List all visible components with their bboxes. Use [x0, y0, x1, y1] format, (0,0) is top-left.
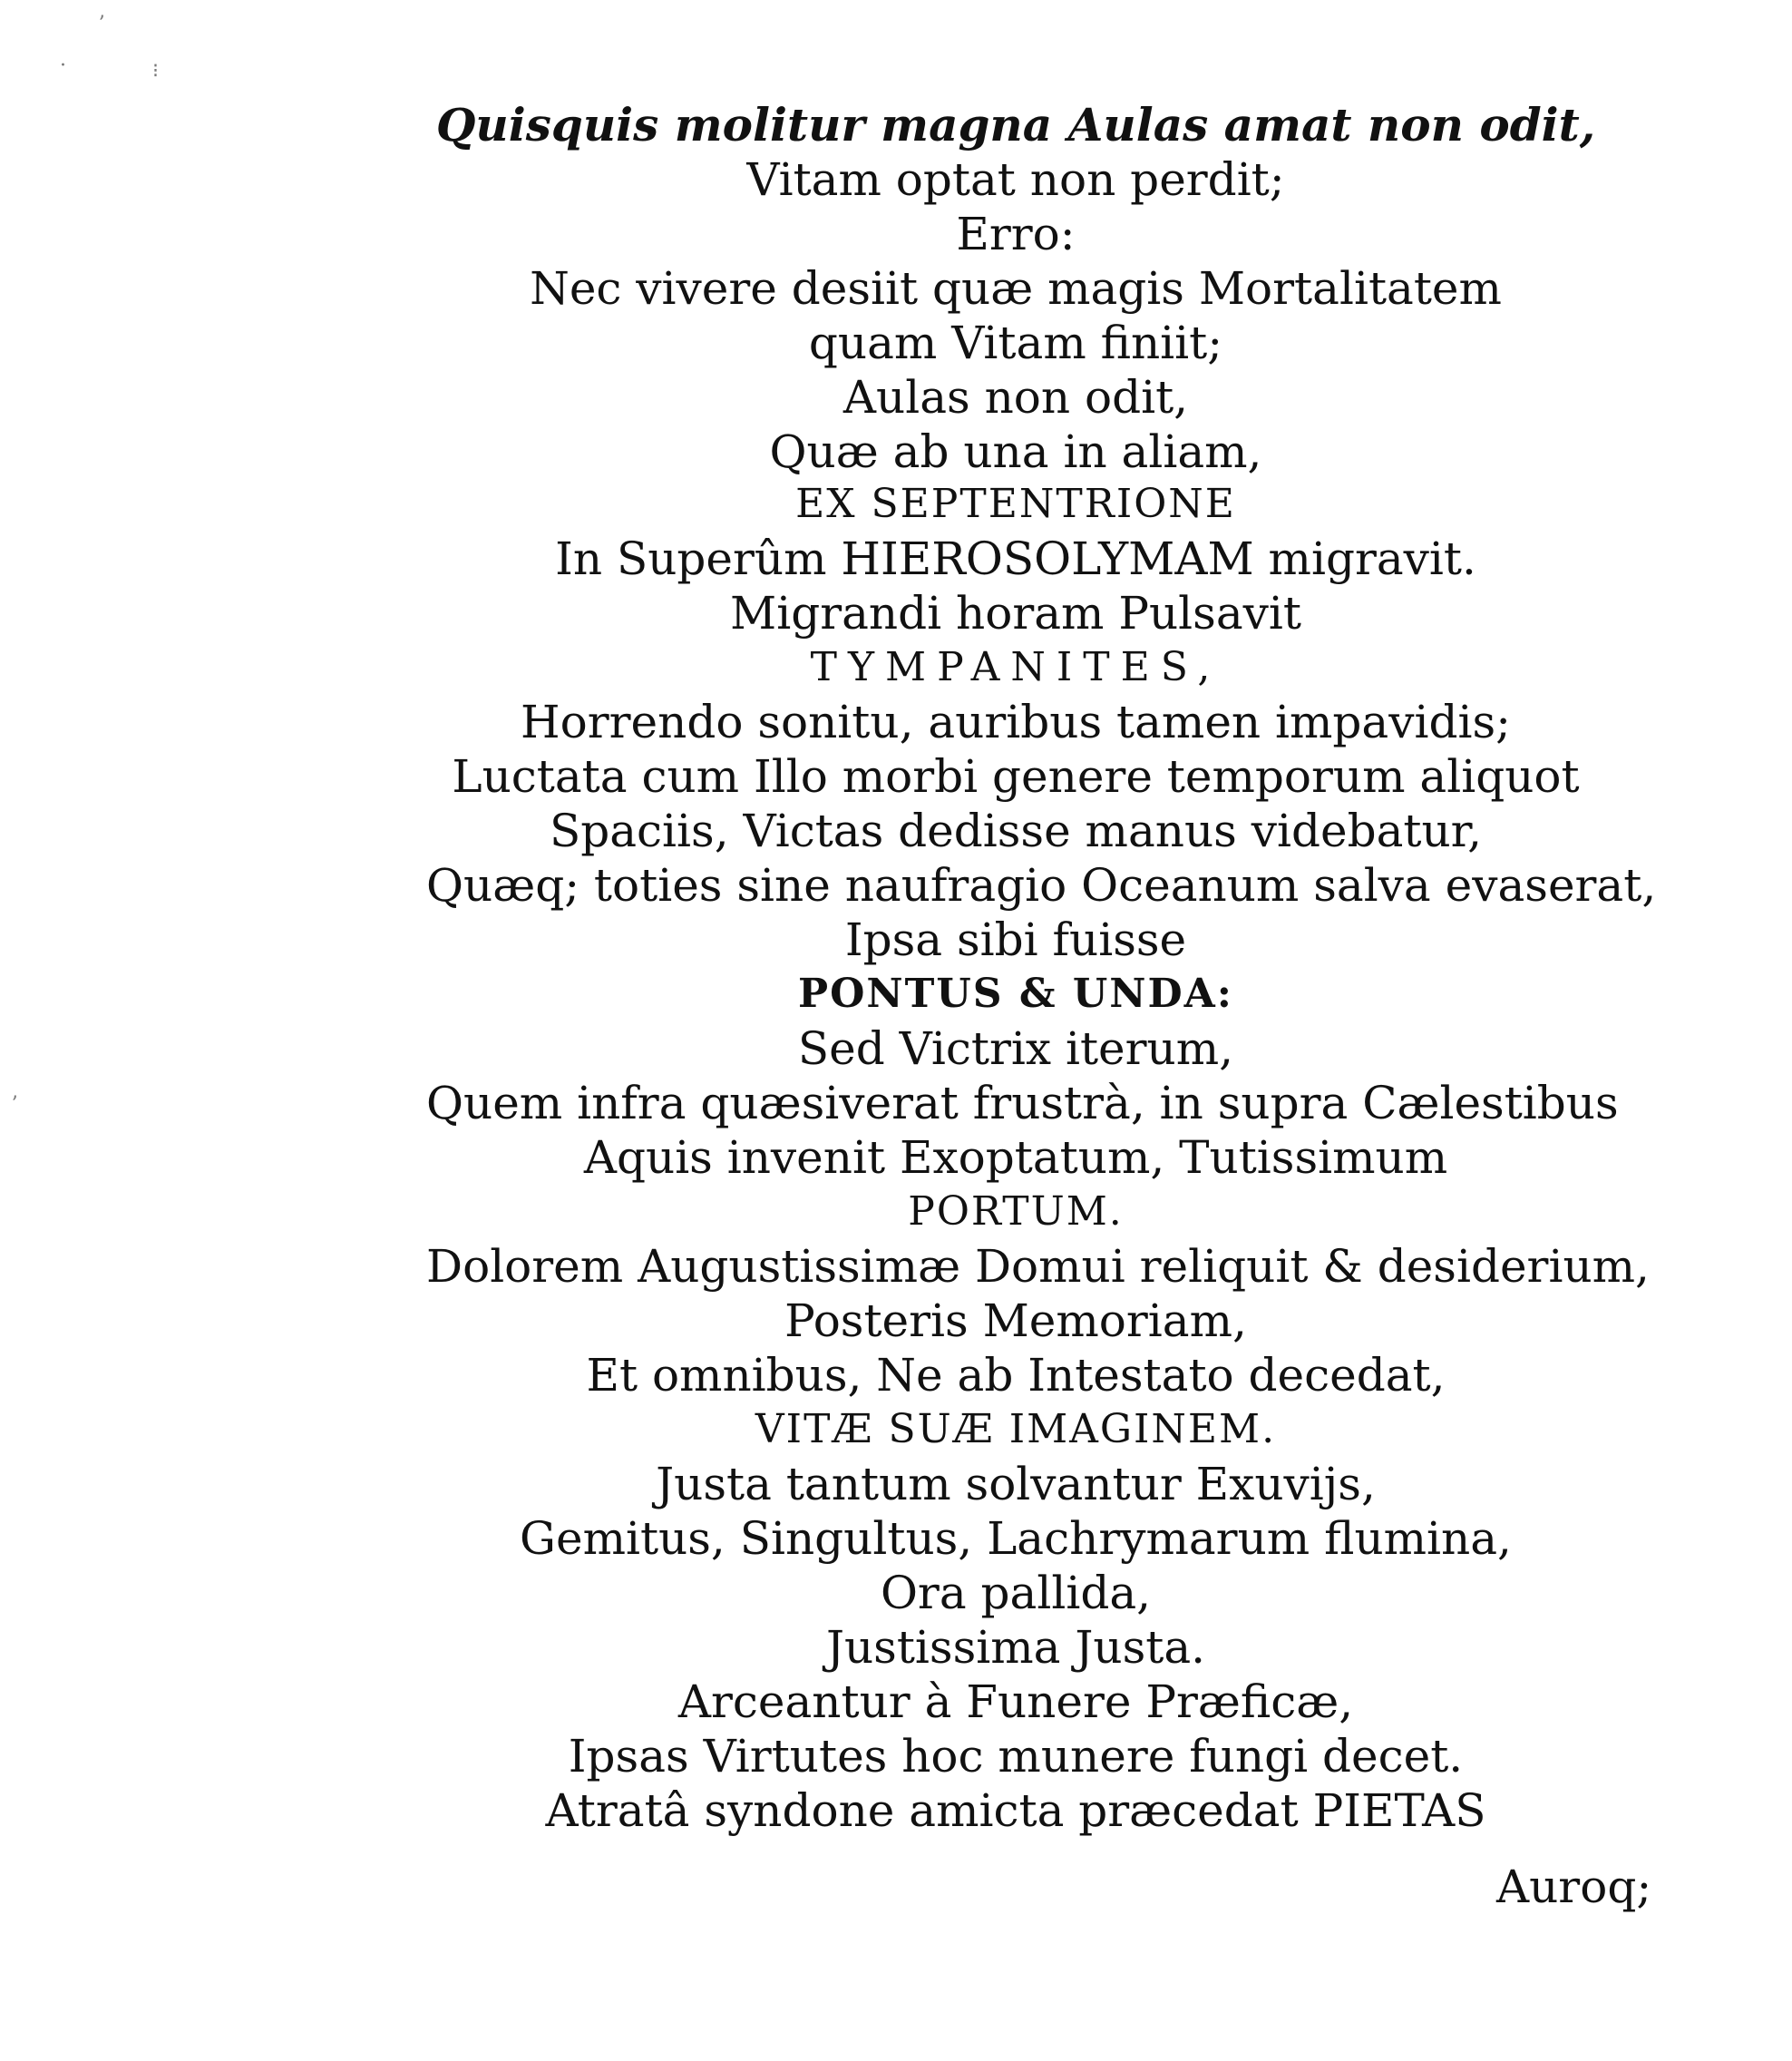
- epitaph-line-32: Atratâ syndone amicta præcedat PIETAS: [545, 1784, 1486, 1837]
- epitaph-line-8: EX SEPTENTRIONE: [795, 481, 1236, 527]
- epitaph-line-31: Ipsas Virtutes hoc munere fungi decet.: [568, 1730, 1464, 1783]
- epitaph-line-22: Dolorem Augustissimæ Domui reliquit & desiderium,: [426, 1240, 1650, 1293]
- epitaph-line-4: Nec vivere desiit quæ magis Mortalitatem: [530, 262, 1502, 315]
- epitaph-line-5: quam Vitam finiit;: [808, 317, 1223, 369]
- epitaph-line-28: Ora pallida,: [880, 1567, 1152, 1619]
- epitaph-line-30: Arceantur à Funere Præficæ,: [677, 1675, 1354, 1728]
- epitaph-line-11: TYMPANITES,: [810, 644, 1222, 690]
- epitaph-line-29: Justissima Justa.: [825, 1621, 1206, 1674]
- epitaph-line-27: Gemitus, Singultus, Lachrymarum flumina,: [520, 1512, 1512, 1565]
- epitaph-line-23: Posteris Memoriam,: [784, 1294, 1247, 1347]
- ink-speck: ⁝: [152, 60, 159, 83]
- epitaph-line-15: Quæq; toties sine naufragio Oceanum salva evaserat,: [426, 859, 1657, 912]
- epitaph-line-7: Quæ ab una in aliam,: [769, 425, 1262, 478]
- epitaph-line-2: Vitam optat non perdit;: [746, 153, 1285, 206]
- epitaph-line-21: PORTUM.: [908, 1188, 1124, 1235]
- epitaph-line-16: Ipsa sibi fuisse: [844, 913, 1187, 966]
- epitaph-line-24: Et omnibus, Ne ab Intestato decedat,: [586, 1349, 1446, 1402]
- epitaph-line-25: VITÆ SUÆ IMAGINEM.: [755, 1406, 1277, 1452]
- epitaph-line-1: Quisquis molitur magna Aulas amat non odit,: [435, 98, 1596, 151]
- ink-speck: ʼ: [98, 13, 104, 35]
- epitaph-line-20: Aquis invenit Exoptatum, Tutissimum: [583, 1131, 1448, 1184]
- epitaph-line-3: Erro:: [956, 208, 1076, 260]
- epitaph-line-14: Spaciis, Victas dedisse manus videbatur,: [549, 805, 1482, 857]
- ink-speck: ʼ: [11, 1093, 17, 1116]
- epitaph-line-18: Sed Victrix iterum,: [797, 1022, 1234, 1075]
- epitaph-line-17: PONTUS & UNDA:: [797, 971, 1233, 1017]
- epitaph-line-13: Luctata cum Illo morbi genere temporum aliquot: [452, 750, 1580, 803]
- epitaph-line-19: Quem infra quæsiverat frustrà, in supra Cælestibus: [426, 1077, 1619, 1129]
- epitaph-line-6: Aulas non odit,: [842, 371, 1189, 424]
- catchword: Auroq;: [1496, 1861, 1652, 1913]
- epitaph-line-26: Justa tantum solvantur Exuvijs,: [656, 1458, 1376, 1510]
- epitaph-line-12: Horrendo sonitu, auribus tamen impavidis;: [521, 696, 1511, 748]
- epitaph-line-10: Migrandi horam Pulsavit: [730, 587, 1301, 640]
- ink-speck: ·: [60, 54, 66, 77]
- epitaph-line-9: In Superûm HIEROSOLYMAM migravit.: [555, 532, 1476, 585]
